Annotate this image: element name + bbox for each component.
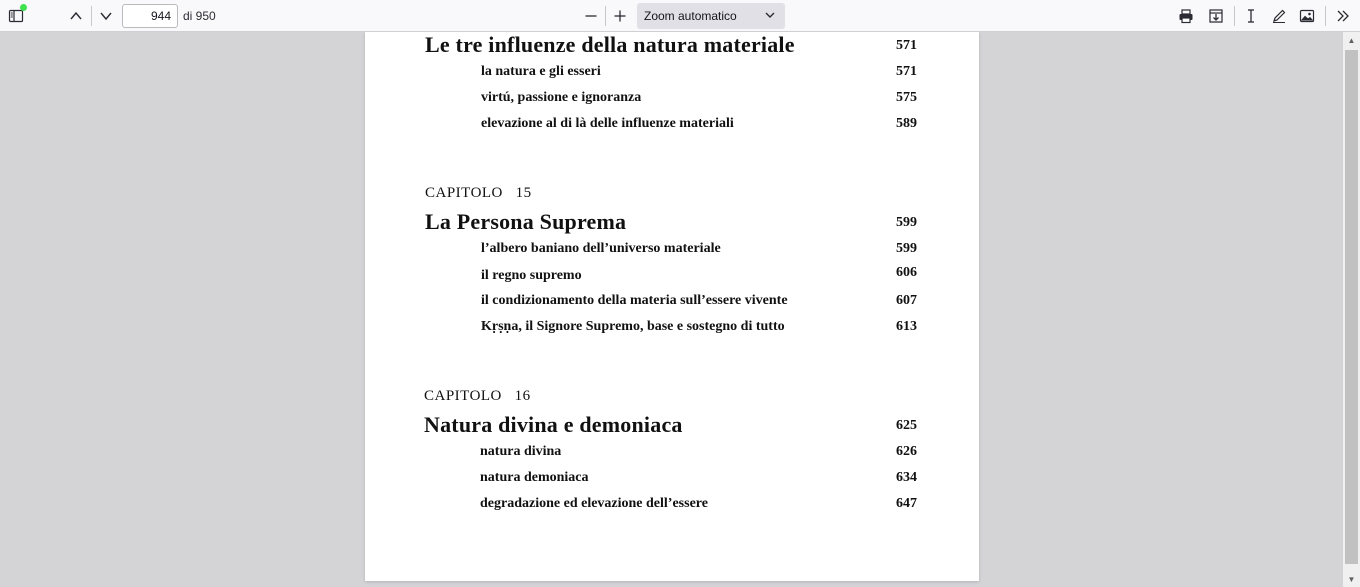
chapter-label: CAPITOLO 15 xyxy=(425,185,532,201)
toc-entry: il regno supremo xyxy=(481,268,582,283)
toolbar-divider xyxy=(1234,6,1235,26)
zoom-in-button[interactable] xyxy=(608,4,632,28)
scroll-down-arrow[interactable]: ▼ xyxy=(1347,574,1356,584)
toc-entry: virtú, passione e ignoranza xyxy=(481,90,642,105)
toc-entry-page: 613 xyxy=(896,319,917,334)
toc-entry-page: 647 xyxy=(896,496,917,511)
image-icon xyxy=(1299,8,1315,24)
minus-icon xyxy=(583,8,599,24)
print-button[interactable] xyxy=(1174,4,1198,28)
image-tool-button[interactable] xyxy=(1295,4,1319,28)
previous-page-button[interactable] xyxy=(64,4,88,28)
toc-entry: natura demoniaca xyxy=(480,470,589,485)
next-page-button[interactable] xyxy=(94,4,118,28)
page-count-label: di 950 xyxy=(183,9,216,23)
plus-icon xyxy=(612,8,628,24)
toc-entry-page: 571 xyxy=(896,64,917,79)
save-button[interactable] xyxy=(1204,4,1228,28)
toolbar-divider xyxy=(1325,6,1326,26)
toc-entry: Kṛṣṇa, il Signore Supremo, base e sostegno di tutto xyxy=(481,319,785,334)
section-page-number: 625 xyxy=(896,418,917,433)
toc-entry: natura divina xyxy=(480,444,562,459)
double-chevron-right-icon xyxy=(1335,8,1351,24)
scroll-up-arrow[interactable]: ▲ xyxy=(1347,35,1356,45)
chapter-label: CAPITOLO 16 xyxy=(424,388,531,404)
toc-entry-page: 607 xyxy=(896,293,917,308)
section-page-number: 599 xyxy=(896,215,917,230)
toc-entry-page: 634 xyxy=(896,470,917,485)
toc-entry: la natura e gli esseri xyxy=(481,64,601,79)
chevron-up-icon xyxy=(68,8,84,24)
toc-entry-page: 589 xyxy=(896,116,917,131)
toc-entry-page: 606 xyxy=(896,265,917,280)
section-page-number: 571 xyxy=(896,38,917,53)
toolbar-divider xyxy=(605,6,606,26)
toc-entry: elevazione al di là delle influenze materiali xyxy=(481,116,734,131)
zoom-out-button[interactable] xyxy=(579,4,603,28)
toc-entry-page: 575 xyxy=(896,90,917,105)
toolbar-divider xyxy=(91,6,92,26)
chevron-down-icon xyxy=(98,8,114,24)
pdf-toolbar xyxy=(0,0,1360,32)
section-title: Le tre influenze della natura materiale xyxy=(425,32,795,57)
scrollbar-thumb[interactable] xyxy=(1345,50,1358,564)
text-cursor-icon xyxy=(1243,8,1259,24)
download-icon xyxy=(1208,8,1224,24)
toc-entry: degradazione ed elevazione dell’essere xyxy=(480,496,708,511)
page-number-input[interactable] xyxy=(122,4,178,28)
section-title: Natura divina e demoniaca xyxy=(424,412,683,437)
section-title: La Persona Suprema xyxy=(425,209,627,234)
toc-entry: il condizionamento della materia sull’essere vivente xyxy=(481,293,788,308)
chevron-down-icon xyxy=(764,9,776,21)
pdf-page xyxy=(365,32,979,581)
text-tool-button[interactable] xyxy=(1239,4,1263,28)
more-tools-button[interactable] xyxy=(1331,4,1355,28)
toc-entry-page: 626 xyxy=(896,444,917,459)
draw-tool-button[interactable] xyxy=(1267,4,1291,28)
print-icon xyxy=(1178,8,1194,24)
pencil-icon xyxy=(1271,8,1287,24)
zoom-select-value: Zoom automatico xyxy=(644,9,737,23)
vertical-scrollbar[interactable] xyxy=(1343,32,1360,587)
status-indicator-dot xyxy=(20,4,27,11)
document-viewer[interactable] xyxy=(0,32,1343,587)
toc-entry-page: 599 xyxy=(896,241,917,256)
toc-entry: l’albero baniano dell’universo materiale xyxy=(481,241,721,256)
zoom-select[interactable] xyxy=(637,3,785,29)
